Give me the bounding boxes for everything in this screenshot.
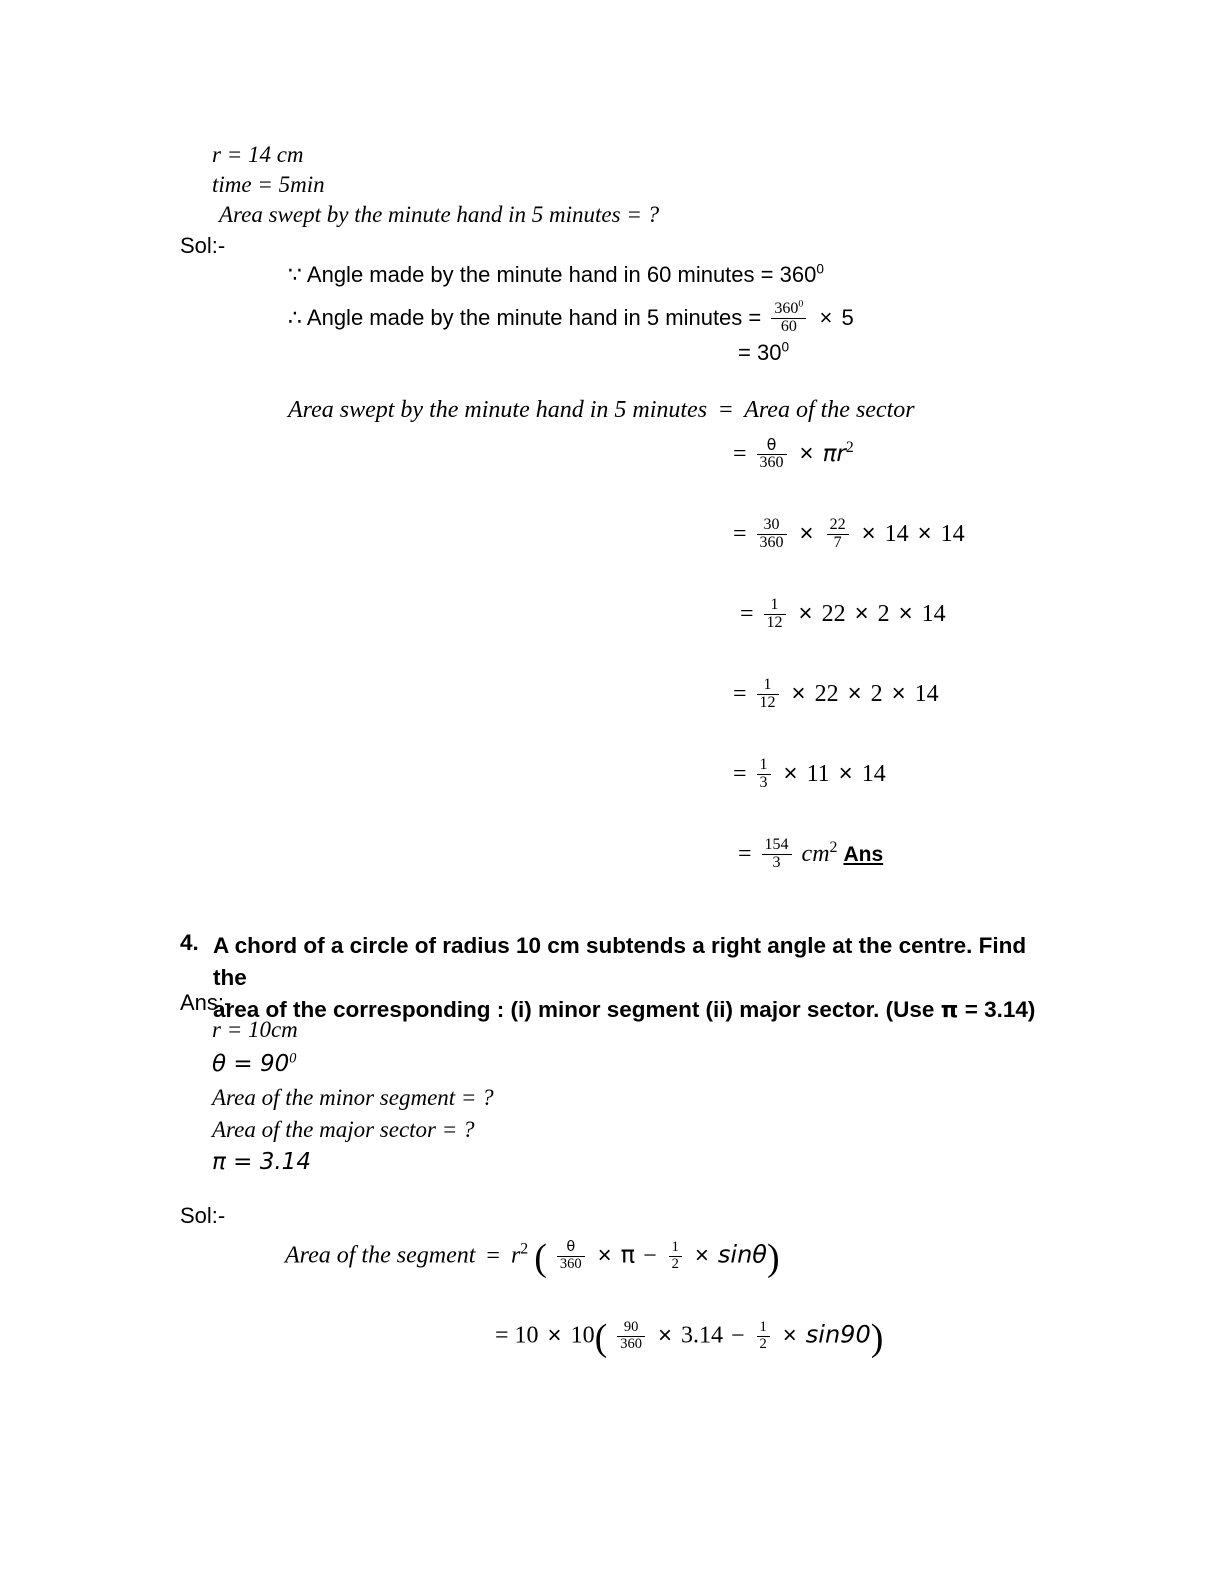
fraction-1-over-2 [669, 1240, 682, 1271]
equals-sign: = [486, 1242, 500, 1269]
given-asked: Area swept by the minute hand in 5 minutes = ? [219, 202, 660, 227]
given-radius: r = 14 cm [212, 142, 304, 167]
sol-label-problem4: Sol:- [180, 1203, 226, 1228]
multiply-icon: × [838, 759, 853, 787]
multiply-icon: × [891, 679, 906, 707]
fraction-numerator: 1 [757, 677, 779, 695]
value-22: 22 [821, 600, 846, 627]
multiply-icon: × [597, 1241, 612, 1269]
fraction-numerator: θ [557, 1240, 585, 1256]
sol-label-problem3: Sol:- [180, 233, 226, 258]
multiply-icon: × [861, 519, 876, 547]
reasoning-line-60-text: Angle made by the minute hand in 60 minutes = 360 [306, 262, 817, 287]
pi-symbol: π [620, 1240, 636, 1269]
ans-marker: Ans [843, 842, 884, 866]
derivation-step-one-twelfth-a [740, 598, 946, 633]
fraction-numerator: 1 [757, 1320, 770, 1336]
equals-sign: = [738, 840, 752, 867]
theta-expression: θ = 90 [212, 1051, 290, 1077]
multiply-icon: × [783, 759, 798, 787]
segment-area-formula [285, 1237, 780, 1279]
value-2: 2 [870, 680, 883, 707]
multiply-icon: × [847, 679, 862, 707]
reasoning-line-5-text: Angle made by the minute hand in 5 minutes = [306, 305, 762, 331]
exponent-2: 2 [829, 838, 838, 856]
close-paren: ) [766, 1237, 780, 1279]
because-icon: ∵ [288, 263, 302, 288]
fraction-denominator: 360 [759, 453, 784, 471]
fraction-denominator: 360 [620, 1335, 642, 1352]
equals-sign: = [740, 600, 754, 627]
sine-theta-term: sinθ [717, 1240, 767, 1269]
given-minor-segment: Area of the minor segment = ? [212, 1085, 494, 1110]
exponent-2: 2 [845, 438, 854, 456]
derivation-final-answer [738, 838, 883, 873]
multiply-icon: × [657, 1321, 672, 1349]
fraction-denominator: 360 [759, 533, 784, 551]
question-4-line2-pre: area of the corresponding : (i) minor segment (ii) major sector. (Use [213, 996, 935, 1022]
fraction-denominator: 7 [833, 533, 842, 551]
multiply-icon: × [799, 519, 814, 547]
degree-symbol: 0 [816, 261, 824, 277]
fraction-numerator: 22 [827, 517, 849, 535]
question-4-text [213, 930, 1053, 1027]
derivation-heading [288, 398, 915, 422]
minus-sign: − [730, 1322, 745, 1349]
multiply-icon: × [854, 599, 869, 627]
derivation-step-theta-over-360 [733, 435, 854, 473]
equals-sign: = [733, 520, 747, 547]
given-theta-90 [212, 1052, 296, 1076]
value-14: 14 [914, 680, 939, 707]
multiply-icon: × [898, 599, 913, 627]
fraction-1-over-12 [757, 677, 779, 712]
pi-symbol: π [940, 996, 959, 1023]
fraction-1-over-12 [764, 597, 786, 632]
minus-sign: − [643, 1242, 657, 1269]
value-2: 2 [877, 600, 890, 627]
pi-r-term: πr [822, 440, 846, 467]
fraction-denominator: 3 [759, 773, 768, 791]
multiply-icon: × [694, 1241, 709, 1269]
open-paren: ( [594, 1317, 608, 1359]
fraction-numerator: θ [757, 437, 787, 455]
derivation-step-30-over-360 [733, 518, 965, 553]
fraction-denominator: 12 [759, 693, 776, 711]
equals-sign: = [719, 397, 733, 423]
given-radius-10: r = 10cm [212, 1017, 298, 1042]
fraction-denominator: 12 [766, 613, 783, 631]
fraction-1-over-2 [757, 1320, 770, 1351]
fraction-numerator: 1 [669, 1240, 682, 1256]
fraction-360-over-60 [771, 298, 806, 336]
multiply-icon: × [819, 305, 833, 331]
degree-symbol: 0 [798, 298, 804, 310]
fraction-numerator: 1 [757, 757, 771, 775]
given-time: time = 5min [212, 172, 325, 197]
derivation-heading-left: Area swept by the minute hand in 5 minutes [288, 397, 708, 423]
fraction-numerator: 30 [757, 517, 787, 535]
multiply-icon: × [917, 519, 932, 547]
derivation-heading-right: Area of the sector [744, 397, 915, 423]
exponent-2: 2 [520, 1240, 529, 1258]
multiply-icon: × [799, 439, 814, 467]
fraction-22-over-7 [827, 517, 849, 552]
sine-90-term: sin90 [805, 1320, 871, 1349]
fraction-denominator: 2 [671, 1255, 679, 1272]
derivation-step-one-twelfth-b [733, 678, 939, 713]
multiplier-value: 5 [841, 305, 854, 331]
fraction-numerator: 90 [617, 1320, 645, 1336]
reasoning-result-30-degrees [738, 340, 789, 366]
r-symbol: r [510, 1242, 521, 1269]
multiply-icon: × [782, 1321, 797, 1349]
multiply-icon: × [798, 599, 813, 627]
fraction-denominator: 60 [780, 317, 797, 335]
value-22: 22 [814, 680, 839, 707]
value-10-second: 10 [570, 1322, 595, 1349]
degree-symbol: 0 [289, 1050, 297, 1067]
fraction-numerator: $360^0$ [771, 301, 806, 319]
fraction-154-over-3 [762, 837, 792, 872]
equals-sign: = [733, 440, 747, 467]
question-4-line1: A chord of a circle of radius 10 cm subtends a right angle at the centre. Find the [213, 933, 1027, 990]
pi-value-text: π = 3.14 [212, 1149, 311, 1175]
therefore-icon: ∴ [288, 306, 302, 332]
close-paren: ) [870, 1317, 884, 1359]
value-14: 14 [921, 600, 946, 627]
fraction-1-over-3 [757, 757, 771, 792]
value-10-first: 10 [514, 1322, 539, 1349]
fraction-30-over-360 [757, 517, 787, 552]
result-value: 30 [756, 340, 782, 365]
fraction-theta-over-360 [557, 1240, 585, 1271]
segment-area-substitution [495, 1317, 884, 1359]
equals-sign: = [733, 760, 747, 787]
reasoning-line-5-minutes [288, 298, 854, 337]
fraction-numerator: 154 [762, 837, 792, 855]
fraction-denominator: 3 [772, 853, 781, 871]
fraction-denominator: 360 [559, 1255, 582, 1272]
degree-symbol: 0 [781, 339, 790, 355]
question-4-number: 4. [180, 930, 199, 955]
fraction-90-over-360 [617, 1320, 645, 1351]
multiply-icon: × [547, 1321, 562, 1349]
fraction-numerator: 1 [764, 597, 786, 615]
multiply-icon: × [791, 679, 806, 707]
unit-cm: cm [801, 840, 830, 867]
equals-sign: = [733, 680, 747, 707]
value-14-second: 14 [940, 520, 965, 547]
formula-label: Area of the segment [285, 1242, 476, 1269]
value-14: 14 [861, 760, 886, 787]
ans-label-problem4: Ans:- [180, 990, 232, 1015]
equals-sign: = [738, 340, 751, 365]
equals-sign: = [495, 1322, 509, 1349]
question-4-line2-post: = 3.14) [964, 996, 1036, 1022]
pi-numeric-value: 3.14 [680, 1322, 723, 1349]
given-pi-value [212, 1150, 311, 1174]
value-14-first: 14 [884, 520, 909, 547]
fraction-theta-over-360 [757, 437, 787, 472]
value-11: 11 [806, 760, 830, 787]
open-paren: ( [534, 1237, 547, 1279]
reasoning-line-60-minutes [288, 262, 824, 288]
given-major-sector: Area of the major sector = ? [212, 1117, 475, 1142]
derivation-step-one-third [733, 758, 886, 793]
fraction-denominator: 2 [759, 1335, 767, 1352]
